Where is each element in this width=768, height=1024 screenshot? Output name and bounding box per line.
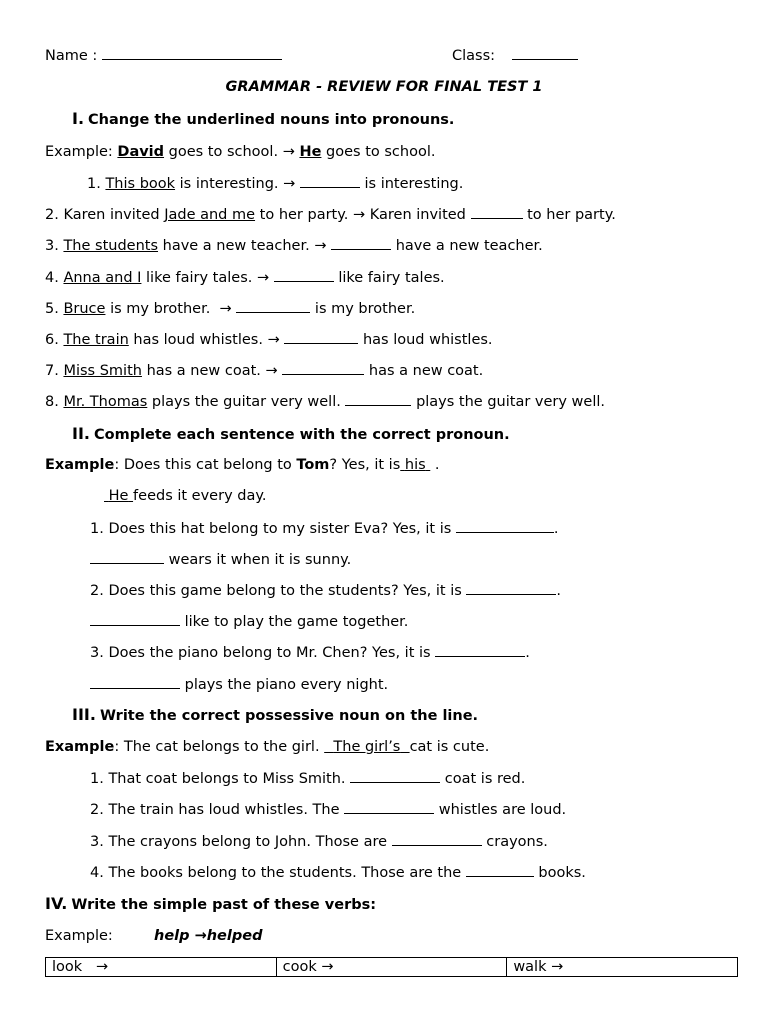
arrow-icon: →: [267, 332, 280, 348]
arrow-icon: →: [256, 270, 270, 286]
section-4-heading: [45, 895, 376, 914]
s1-item-1: 1. This book is interesting. → is interesting.: [87, 176, 464, 192]
answer-blank[interactable]: [345, 392, 411, 406]
arrow-icon: →: [283, 176, 296, 192]
example-label: Example: [45, 739, 115, 755]
answer-blank[interactable]: [456, 519, 554, 533]
arrow-icon: →: [314, 238, 327, 254]
answer-blank[interactable]: [344, 800, 434, 814]
example-text: goes to school.: [326, 144, 436, 160]
s4-example-verbs: [154, 927, 262, 945]
section-1-heading: [72, 110, 454, 129]
arrow-icon: →: [194, 928, 207, 944]
answer-blank[interactable]: [284, 330, 358, 344]
section-number: III.: [72, 705, 96, 724]
answer-blank[interactable]: [331, 236, 391, 250]
s3-item-4: 4. The books belong to the students. Those are the books.: [90, 865, 586, 881]
s1-item-8: 8. Mr. Thomas plays the guitar very well. plays the guitar very well.: [45, 394, 605, 410]
answer-blank[interactable]: [282, 361, 364, 375]
answer-blank[interactable]: [466, 581, 556, 595]
s3-example: Example: The cat belongs to the girl. The girl’s cat is cute.: [45, 739, 490, 755]
s1-item-2: 2. Karen invited Jade and me to her party. → Karen invited to her party.: [45, 207, 616, 223]
s3-item-2: 2. The train has loud whistles. The whistles are loud.: [90, 802, 567, 818]
s2-item-2: 2. Does this game belong to the students? Yes, it is .: [90, 583, 562, 599]
s1-item-5: 5. Bruce is my brother. → is my brother.: [45, 301, 416, 317]
section-2-heading: [72, 425, 510, 444]
answer-blank[interactable]: [236, 299, 310, 313]
s1-example: [45, 143, 435, 161]
answer-blank[interactable]: [392, 832, 482, 846]
s3-item-1: 1. That coat belongs to Miss Smith. coat is red.: [90, 771, 526, 787]
verb-cell[interactable]: [276, 958, 507, 977]
underlined-noun: Anna and I: [63, 270, 142, 286]
s2-example: Example: Does this cat belong to Tom? Yes, it is his .: [45, 457, 440, 473]
arrow-icon: →: [219, 301, 232, 317]
underlined-noun: Jade and me: [164, 207, 256, 223]
s1-item-3: 3. The students have a new teacher. → have a new teacher.: [45, 238, 543, 254]
s1-item-7: 7. Miss Smith has a new coat. → has a new coat.: [45, 363, 484, 379]
s4-example: [45, 927, 113, 945]
underlined-noun: The train: [63, 332, 129, 348]
example-label: Example: [45, 457, 115, 473]
verb-label: cook: [282, 959, 317, 975]
name-blank[interactable]: [102, 46, 282, 60]
example-noun: David: [117, 144, 165, 160]
s2-item-3-followup: plays the piano every night.: [90, 675, 388, 694]
verb-label: look: [52, 959, 83, 975]
underlined-noun: Mr. Thomas: [63, 394, 148, 410]
arrow-icon: →: [321, 959, 334, 975]
example-answer: The girl’s: [333, 739, 401, 755]
arrow-icon: →: [265, 363, 278, 379]
s2-item-1-followup: wears it when it is sunny.: [90, 550, 351, 569]
underlined-noun: The students: [63, 238, 159, 254]
s2-example-line2: He feeds it every day.: [104, 487, 266, 505]
page-title: GRAMMAR - REVIEW FOR FINAL TEST 1: [225, 79, 543, 95]
answer-blank[interactable]: [435, 643, 525, 657]
class-blank[interactable]: [512, 46, 578, 60]
answer-blank[interactable]: [466, 863, 534, 877]
s3-item-3: 3. The crayons belong to John. Those are crayons.: [90, 834, 548, 850]
example-name: Tom: [296, 457, 330, 473]
example-label: Example:: [45, 928, 113, 944]
section-3-heading: [72, 706, 478, 725]
arrow-icon: →: [352, 207, 366, 223]
underlined-noun: Bruce: [63, 301, 106, 317]
s1-item-6: 6. The train has loud whistles. → has loud whistles.: [45, 332, 493, 348]
answer-blank[interactable]: [90, 550, 164, 564]
section-heading-text: Change the underlined nouns into pronouns.: [88, 112, 455, 128]
table-row: [46, 958, 738, 977]
class-row: [452, 46, 578, 65]
underlined-noun: Miss Smith: [63, 363, 142, 379]
section-number: IV.: [45, 894, 68, 913]
answer-blank[interactable]: [350, 769, 440, 783]
s2-item-2-followup: like to play the game together.: [90, 612, 408, 631]
example-label: Example:: [45, 144, 113, 160]
example-base-verb: help: [154, 928, 190, 944]
example-answer: He: [108, 488, 129, 504]
arrow-icon: →: [96, 959, 109, 975]
answer-blank[interactable]: [300, 174, 360, 188]
verbs-table: [45, 957, 738, 977]
answer-blank[interactable]: [471, 205, 523, 219]
section-heading-text: Complete each sentence with the correct pronoun.: [93, 427, 510, 443]
name-row: [45, 46, 282, 65]
verb-label: walk: [513, 959, 547, 975]
verb-cell[interactable]: [46, 958, 277, 977]
example-pronoun: He: [299, 144, 322, 160]
s2-item-3: 3. Does the piano belong to Mr. Chen? Yes, it is .: [90, 645, 530, 661]
section-number: II.: [72, 424, 90, 443]
example-past-verb: helped: [206, 928, 263, 944]
s2-item-1: 1. Does this hat belong to my sister Eva? Yes, it is .: [90, 521, 559, 537]
answer-blank[interactable]: [90, 612, 180, 626]
section-heading-text: Write the simple past of these verbs:: [71, 897, 377, 913]
name-label: Name :: [45, 48, 98, 64]
arrow-icon: →: [282, 144, 295, 160]
example-answer: his: [404, 457, 426, 473]
section-heading-text: Write the correct possessive noun on the line.: [99, 708, 479, 724]
section-number: I.: [72, 109, 85, 128]
answer-blank[interactable]: [274, 268, 334, 282]
answer-blank[interactable]: [90, 675, 180, 689]
underlined-noun: This book: [105, 176, 176, 192]
class-label: Class:: [452, 48, 496, 64]
arrow-icon: →: [551, 959, 564, 975]
example-text: goes to school.: [168, 144, 279, 160]
s1-item-4: 4. Anna and I like fairy tales. → like fairy tales.: [45, 270, 445, 286]
verb-cell[interactable]: [507, 958, 738, 977]
